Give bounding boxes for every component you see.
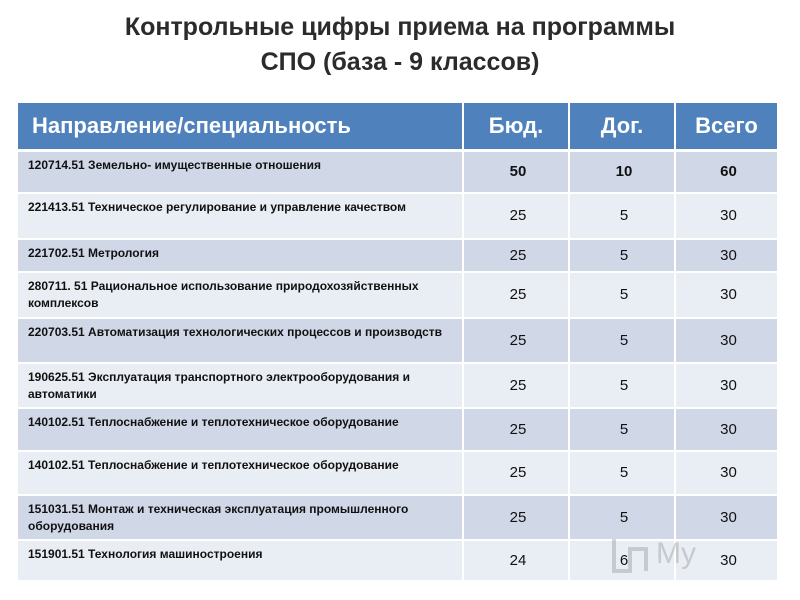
cell-contract: 5	[569, 239, 675, 272]
cell-name: 120714.51 Земельно- имущественные отношения	[18, 151, 463, 193]
cell-contract: 5	[569, 363, 675, 408]
cell-contract: 6	[569, 540, 675, 581]
table-row	[18, 193, 777, 239]
cell-name: 280711. 51 Рациональное использование природохозяйственных комплексов	[18, 272, 463, 318]
cell-budget: 25	[463, 239, 569, 272]
cell-total: 30	[675, 272, 777, 318]
cell-budget: 25	[463, 272, 569, 318]
cell-contract: 5	[569, 318, 675, 363]
header-name: Направление/специальность	[18, 103, 463, 151]
header-budget: Бюд.	[463, 103, 569, 151]
table-row	[18, 363, 777, 408]
cell-total: 30	[675, 451, 777, 495]
admission-table	[18, 103, 777, 582]
cell-contract: 5	[569, 193, 675, 239]
header-contract: Дог.	[569, 103, 675, 151]
cell-total: 30	[675, 318, 777, 363]
cell-total: 60	[675, 151, 777, 193]
cell-budget: 25	[463, 451, 569, 495]
table-row	[18, 451, 777, 495]
cell-name: 220703.51 Автоматизация технологических процессов и производств	[18, 318, 463, 363]
cell-budget: 25	[463, 408, 569, 451]
title-line-2: СПО (база - 9 классов)	[260, 48, 540, 76]
cell-contract: 10	[569, 151, 675, 193]
table-row	[18, 239, 777, 272]
cell-name: 190625.51 Эксплуатация транспортного электрооборудования и автоматики	[18, 363, 463, 408]
cell-total: 30	[675, 363, 777, 408]
cell-total: 30	[675, 239, 777, 272]
table-row	[18, 495, 777, 540]
watermark-text: My	[656, 537, 696, 570]
cell-name: 140102.51 Теплоснабжение и теплотехническое оборудование	[18, 408, 463, 451]
cell-budget: 25	[463, 318, 569, 363]
cell-name: 151031.51 Монтаж и техническая эксплуатация промышленного оборудования	[18, 495, 463, 540]
table-row	[18, 540, 777, 581]
cell-total: 30	[675, 193, 777, 239]
cell-contract: 5	[569, 495, 675, 540]
cell-name: 221413.51 Техническое регулирование и управление качеством	[18, 193, 463, 239]
cell-budget: 25	[463, 193, 569, 239]
cell-budget: 25	[463, 495, 569, 540]
cell-contract: 5	[569, 408, 675, 451]
table-row	[18, 272, 777, 318]
cell-name: 221702.51 Метрология	[18, 239, 463, 272]
cell-name: 151901.51 Технология машиностроения	[18, 540, 463, 581]
table-row	[18, 408, 777, 451]
title-line-1: Контрольные цифры приема на программы	[124, 13, 676, 41]
table-row	[18, 151, 777, 193]
cell-budget: 50	[463, 151, 569, 193]
cell-budget: 25	[463, 363, 569, 408]
table-header-row	[18, 103, 777, 151]
cell-contract: 5	[569, 451, 675, 495]
cell-budget: 24	[463, 540, 569, 581]
cell-total: 30	[675, 408, 777, 451]
page-title	[40, 10, 760, 80]
cell-total: 30	[675, 495, 777, 540]
table-row	[18, 318, 777, 363]
header-total: Всего	[675, 103, 777, 151]
cell-total: 30	[675, 540, 777, 581]
table-body	[18, 151, 777, 581]
cell-contract: 5	[569, 272, 675, 318]
cell-name: 140102.51 Теплоснабжение и теплотехническое оборудование	[18, 451, 463, 495]
